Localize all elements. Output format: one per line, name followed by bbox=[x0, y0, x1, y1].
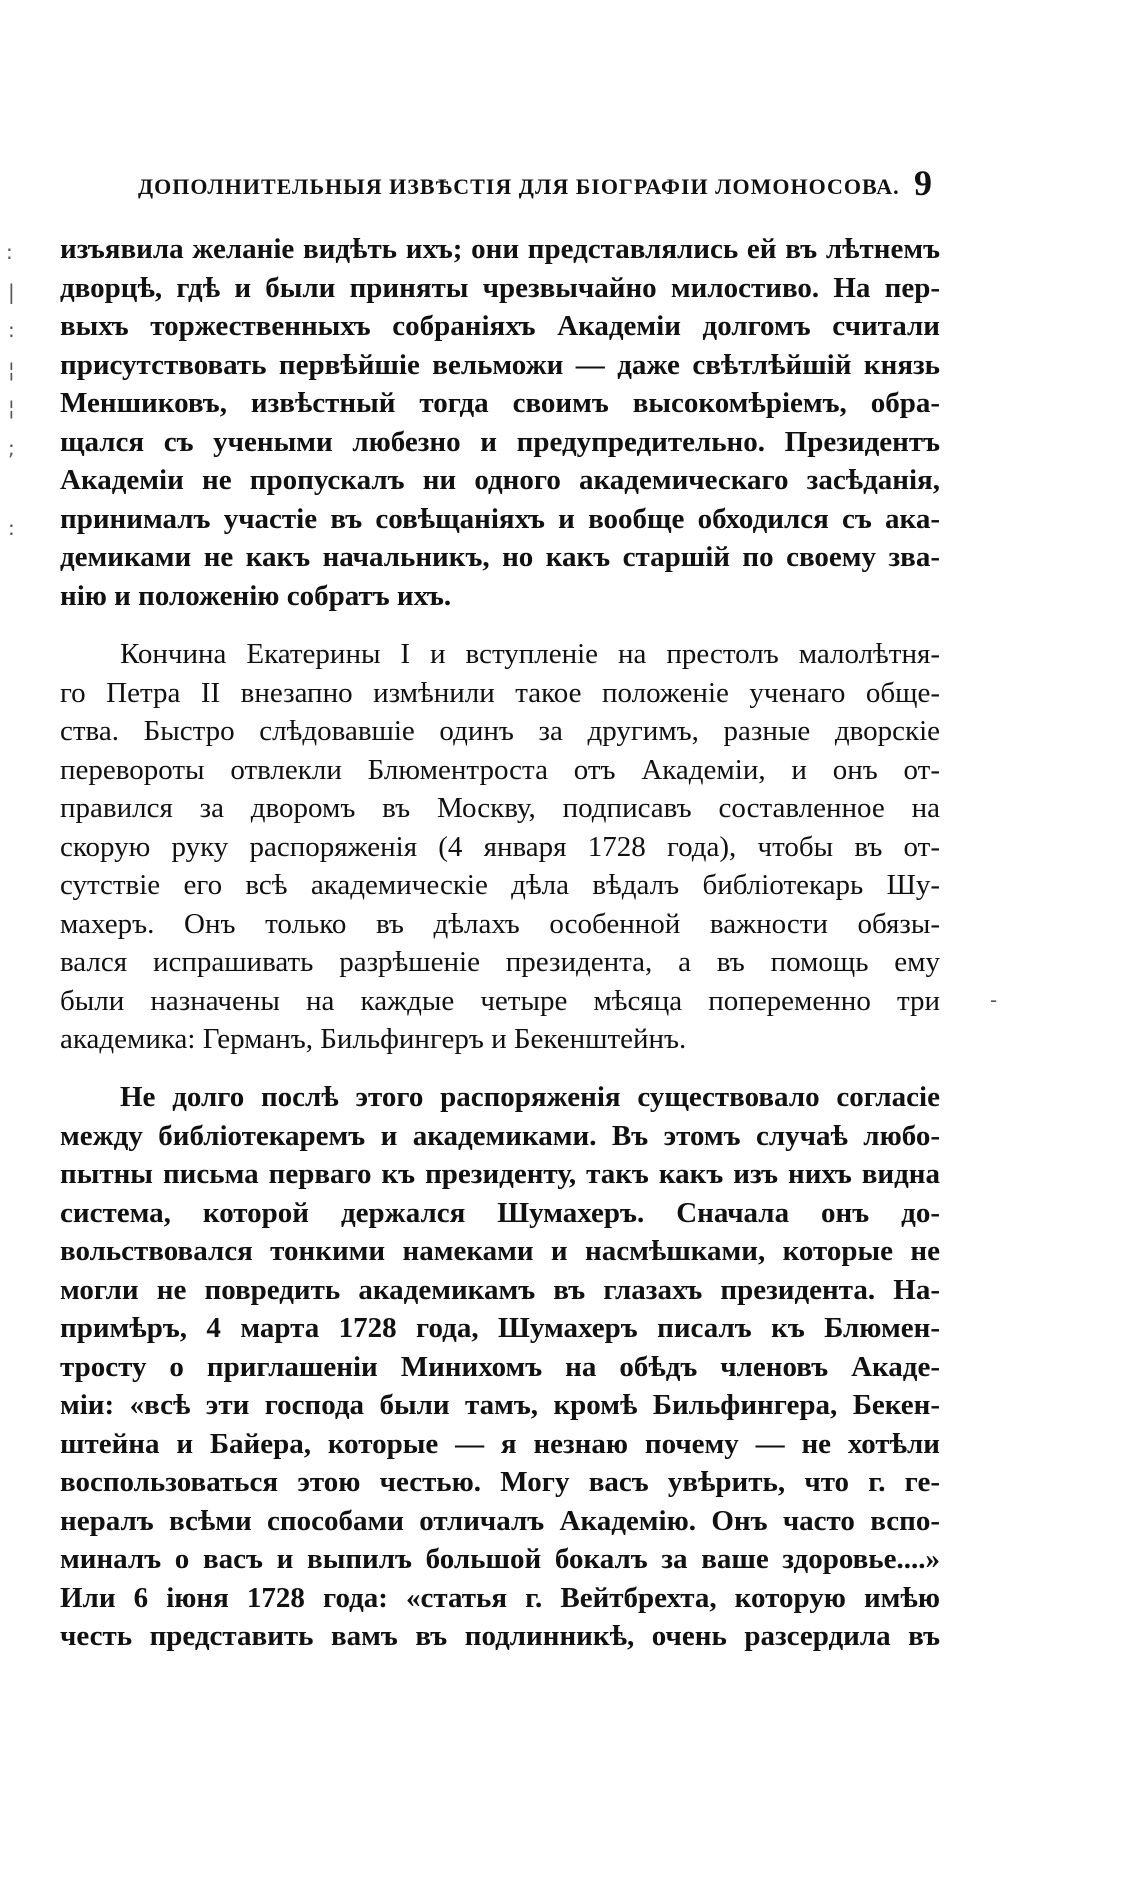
text-line: вался испрашивать разрѣшеніе президента, а въ помощь ему bbox=[60, 946, 940, 978]
text-line: сутствіе его всѣ академическіе дѣла вѣдалъ библіотекарь Шу- bbox=[60, 869, 940, 901]
text-line: тросту о приглашеніи Минихомъ на обѣдъ членовъ Акаде- bbox=[60, 1350, 940, 1383]
text-line: принималъ участіе въ совѣщаніяхъ и вообще обходился съ ака- bbox=[60, 502, 940, 535]
text-line: Академіи не пропускалъ ни одного академическаго засѣданія, bbox=[60, 464, 940, 496]
text-line: дворцѣ, гдѣ и были приняты чрезвычайно милостиво. На пер- bbox=[60, 271, 940, 304]
text-line: академика: Германъ, Бильфингеръ и Бекенштейнъ. bbox=[60, 1023, 687, 1055]
text-line: Не долго послѣ этого распоряженія существовало согласіе bbox=[120, 1081, 940, 1113]
margin-mark: : bbox=[6, 240, 13, 264]
margin-mark: : bbox=[8, 516, 15, 540]
text-line: правился за дворомъ въ Москву, подписавъ составленное на bbox=[60, 792, 940, 824]
text-line: штейна и Байера, которые — я незнаю почему — не хотѣли bbox=[60, 1427, 940, 1460]
margin-mark: ; bbox=[8, 436, 15, 460]
text-line: го Петра II внезапно измѣнили такое положеніе ученаго обще- bbox=[60, 676, 940, 709]
text-line: щался съ учеными любезно и предупредительно. Президентъ bbox=[60, 425, 940, 458]
text-line: ства. Быстро слѣдовавшіе одинъ за другимъ, разные дворскіе bbox=[60, 715, 940, 747]
text-line: скорую руку распоряженія (4 января 1728 года), чтобы въ от- bbox=[60, 830, 940, 863]
text-line: махеръ. Онъ только въ дѣлахъ особенной важности обязы- bbox=[60, 907, 940, 940]
text-line: воспользоваться этою честью. Могу васъ увѣрить, что г. ге- bbox=[60, 1466, 940, 1498]
margin-mark: - bbox=[990, 988, 998, 1012]
text-line: міи: «всѣ эти господа были тамъ, кромѣ Бильфингера, Бекен- bbox=[60, 1389, 940, 1421]
text-line: перевороты отвлекли Блюментроста отъ Академіи, и онъ от- bbox=[60, 753, 940, 786]
margin-mark: ¦ bbox=[8, 396, 15, 420]
text-line: миналъ о васъ и выпилъ большой бокалъ за ваше здоровье....» bbox=[60, 1543, 940, 1575]
text-line: Меншиковъ, извѣстный тогда своимъ высокомѣріемъ, обра- bbox=[60, 387, 940, 419]
text-line: между библіотекаремъ и академиками. Въ этомъ случаѣ любо- bbox=[60, 1119, 940, 1152]
text-line: нералъ всѣми способами отличалъ Академію. Онъ часто вспо- bbox=[60, 1504, 940, 1537]
text-line: система, которой держался Шумахеръ. Сначала онъ до- bbox=[60, 1196, 940, 1229]
text-line: демиками не какъ начальникъ, но какъ старшій по своему зва- bbox=[60, 541, 940, 573]
paragraph-1 bbox=[60, 230, 940, 615]
margin-mark: ¦ bbox=[8, 358, 15, 382]
running-title: ДОПОЛНИТЕЛЬНЫЯ ИЗВѢСТІЯ ДЛЯ БІОГРАФІИ ЛОМОНОСОВА. bbox=[138, 174, 900, 199]
paragraph-2 bbox=[60, 635, 940, 1059]
paragraph-3 bbox=[60, 1078, 940, 1656]
text-line: примѣръ, 4 марта 1728 года, Шумахеръ писалъ къ Блюмен- bbox=[60, 1312, 940, 1344]
margin-mark: | bbox=[8, 280, 15, 304]
text-line: изъявила желаніе видѣть ихъ; они представлялись ей въ лѣтнемъ bbox=[60, 233, 940, 265]
text-line: честь представить вамъ въ подлинникѣ, очень разсердила въ bbox=[60, 1620, 940, 1652]
text-line: Или 6 іюня 1728 года: «статья г. Вейтбрехта, которую имѣю bbox=[60, 1581, 940, 1614]
text-line: пытны письма перваго къ президенту, такъ какъ изъ нихъ видна bbox=[60, 1158, 940, 1190]
text-line: вольствовался тонкими намеками и насмѣшками, которые не bbox=[60, 1235, 940, 1267]
text-line: могли не повредить академикамъ въ глазахъ президента. На- bbox=[60, 1273, 940, 1306]
text-line: были назначены на каждые четыре мѣсяца попеременно три bbox=[60, 984, 940, 1017]
text-line: выхъ торжественныхъ собраніяхъ Академіи долгомъ считали bbox=[60, 310, 940, 342]
running-header bbox=[138, 162, 938, 212]
page-number: 9 bbox=[914, 163, 932, 203]
text-line: присутствовать первѣйшіе вельможи — даже свѣтлѣйшій князь bbox=[60, 348, 940, 381]
margin-mark: : bbox=[8, 318, 15, 342]
text-line: нію и положенію собратъ ихъ. bbox=[60, 579, 452, 612]
text-line: Кончина Екатерины I и вступленіе на престолъ малолѣтня- bbox=[120, 638, 940, 670]
